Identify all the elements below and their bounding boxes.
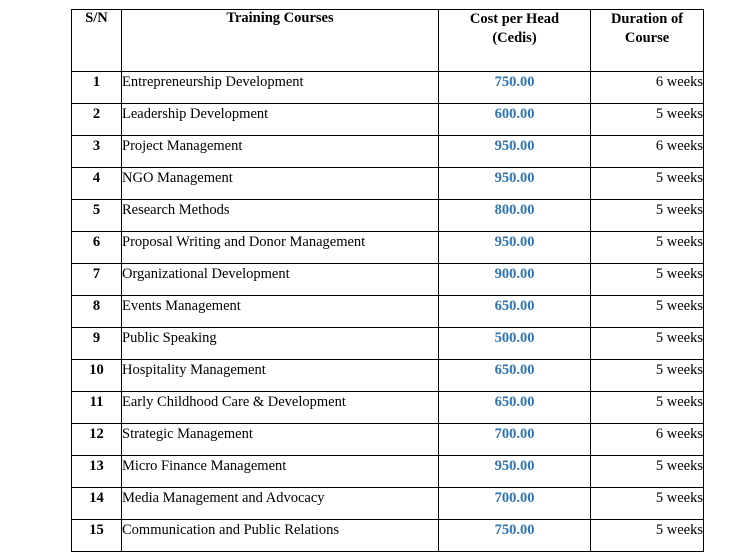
header-cost-line1: Cost per Head	[469, 11, 560, 27]
row-sn: 8	[72, 296, 122, 328]
row-course-name: Micro Finance Management	[122, 456, 439, 488]
row-sn: 12	[72, 424, 122, 456]
row-cost: 950.00	[439, 456, 591, 488]
row-duration: 5 weeks	[591, 296, 704, 328]
header-sn: S/N	[72, 10, 122, 72]
row-sn: 4	[72, 168, 122, 200]
table-row	[72, 264, 704, 296]
row-duration: 5 weeks	[591, 520, 704, 552]
row-course-name: Research Methods	[122, 200, 439, 232]
row-cost: 650.00	[439, 360, 591, 392]
row-course-name: Hospitality Management	[122, 360, 439, 392]
row-course-name: Leadership Development	[122, 104, 439, 136]
table-row	[72, 456, 704, 488]
row-course-name: NGO Management	[122, 168, 439, 200]
row-cost: 750.00	[439, 72, 591, 104]
row-cost: 950.00	[439, 168, 591, 200]
row-sn: 10	[72, 360, 122, 392]
table-header-row	[72, 10, 704, 72]
row-sn: 9	[72, 328, 122, 360]
row-cost: 800.00	[439, 200, 591, 232]
table-row	[72, 424, 704, 456]
table-row	[72, 200, 704, 232]
row-course-name: Early Childhood Care & Development	[122, 392, 439, 424]
row-course-name: Public Speaking	[122, 328, 439, 360]
row-course-name: Organizational Development	[122, 264, 439, 296]
row-sn: 13	[72, 456, 122, 488]
table-row	[72, 296, 704, 328]
row-course-name: Events Management	[122, 296, 439, 328]
table-row	[72, 104, 704, 136]
row-duration: 5 weeks	[591, 168, 704, 200]
row-duration: 5 weeks	[591, 328, 704, 360]
header-cost-per-head	[439, 10, 591, 72]
row-duration: 5 weeks	[591, 232, 704, 264]
row-sn: 1	[72, 72, 122, 104]
row-cost: 900.00	[439, 264, 591, 296]
row-course-name: Strategic Management	[122, 424, 439, 456]
row-duration: 5 weeks	[591, 264, 704, 296]
row-course-name: Communication and Public Relations	[122, 520, 439, 552]
header-duration	[591, 10, 704, 72]
row-duration: 5 weeks	[591, 360, 704, 392]
row-cost: 950.00	[439, 232, 591, 264]
table-row	[72, 168, 704, 200]
table-row	[72, 392, 704, 424]
row-cost: 700.00	[439, 424, 591, 456]
row-course-name: Project Management	[122, 136, 439, 168]
row-duration: 5 weeks	[591, 488, 704, 520]
table-body	[72, 72, 704, 552]
row-duration: 5 weeks	[591, 200, 704, 232]
row-cost: 750.00	[439, 520, 591, 552]
row-duration: 5 weeks	[591, 456, 704, 488]
row-cost: 650.00	[439, 296, 591, 328]
row-cost: 500.00	[439, 328, 591, 360]
table-row	[72, 328, 704, 360]
row-cost: 650.00	[439, 392, 591, 424]
table-row	[72, 360, 704, 392]
header-duration-line2: Course	[624, 30, 670, 46]
row-duration: 5 weeks	[591, 392, 704, 424]
training-courses-table	[71, 9, 704, 552]
table-row	[72, 488, 704, 520]
header-training-courses: Training Courses	[122, 10, 439, 72]
table-row	[72, 136, 704, 168]
row-sn: 15	[72, 520, 122, 552]
row-duration: 6 weeks	[591, 72, 704, 104]
row-duration: 6 weeks	[591, 136, 704, 168]
row-sn: 3	[72, 136, 122, 168]
row-sn: 14	[72, 488, 122, 520]
header-duration-line1: Duration of	[610, 11, 684, 27]
row-cost: 700.00	[439, 488, 591, 520]
table-row	[72, 520, 704, 552]
table-row	[72, 232, 704, 264]
header-cost-line2: (Cedis)	[492, 30, 537, 46]
table-row	[72, 72, 704, 104]
row-course-name: Entrepreneurship Development	[122, 72, 439, 104]
row-sn: 7	[72, 264, 122, 296]
row-duration: 5 weeks	[591, 104, 704, 136]
row-sn: 2	[72, 104, 122, 136]
row-duration: 6 weeks	[591, 424, 704, 456]
row-cost: 950.00	[439, 136, 591, 168]
row-course-name: Media Management and Advocacy	[122, 488, 439, 520]
row-cost: 600.00	[439, 104, 591, 136]
row-course-name: Proposal Writing and Donor Management	[122, 232, 439, 264]
row-sn: 11	[72, 392, 122, 424]
row-sn: 6	[72, 232, 122, 264]
row-sn: 5	[72, 200, 122, 232]
